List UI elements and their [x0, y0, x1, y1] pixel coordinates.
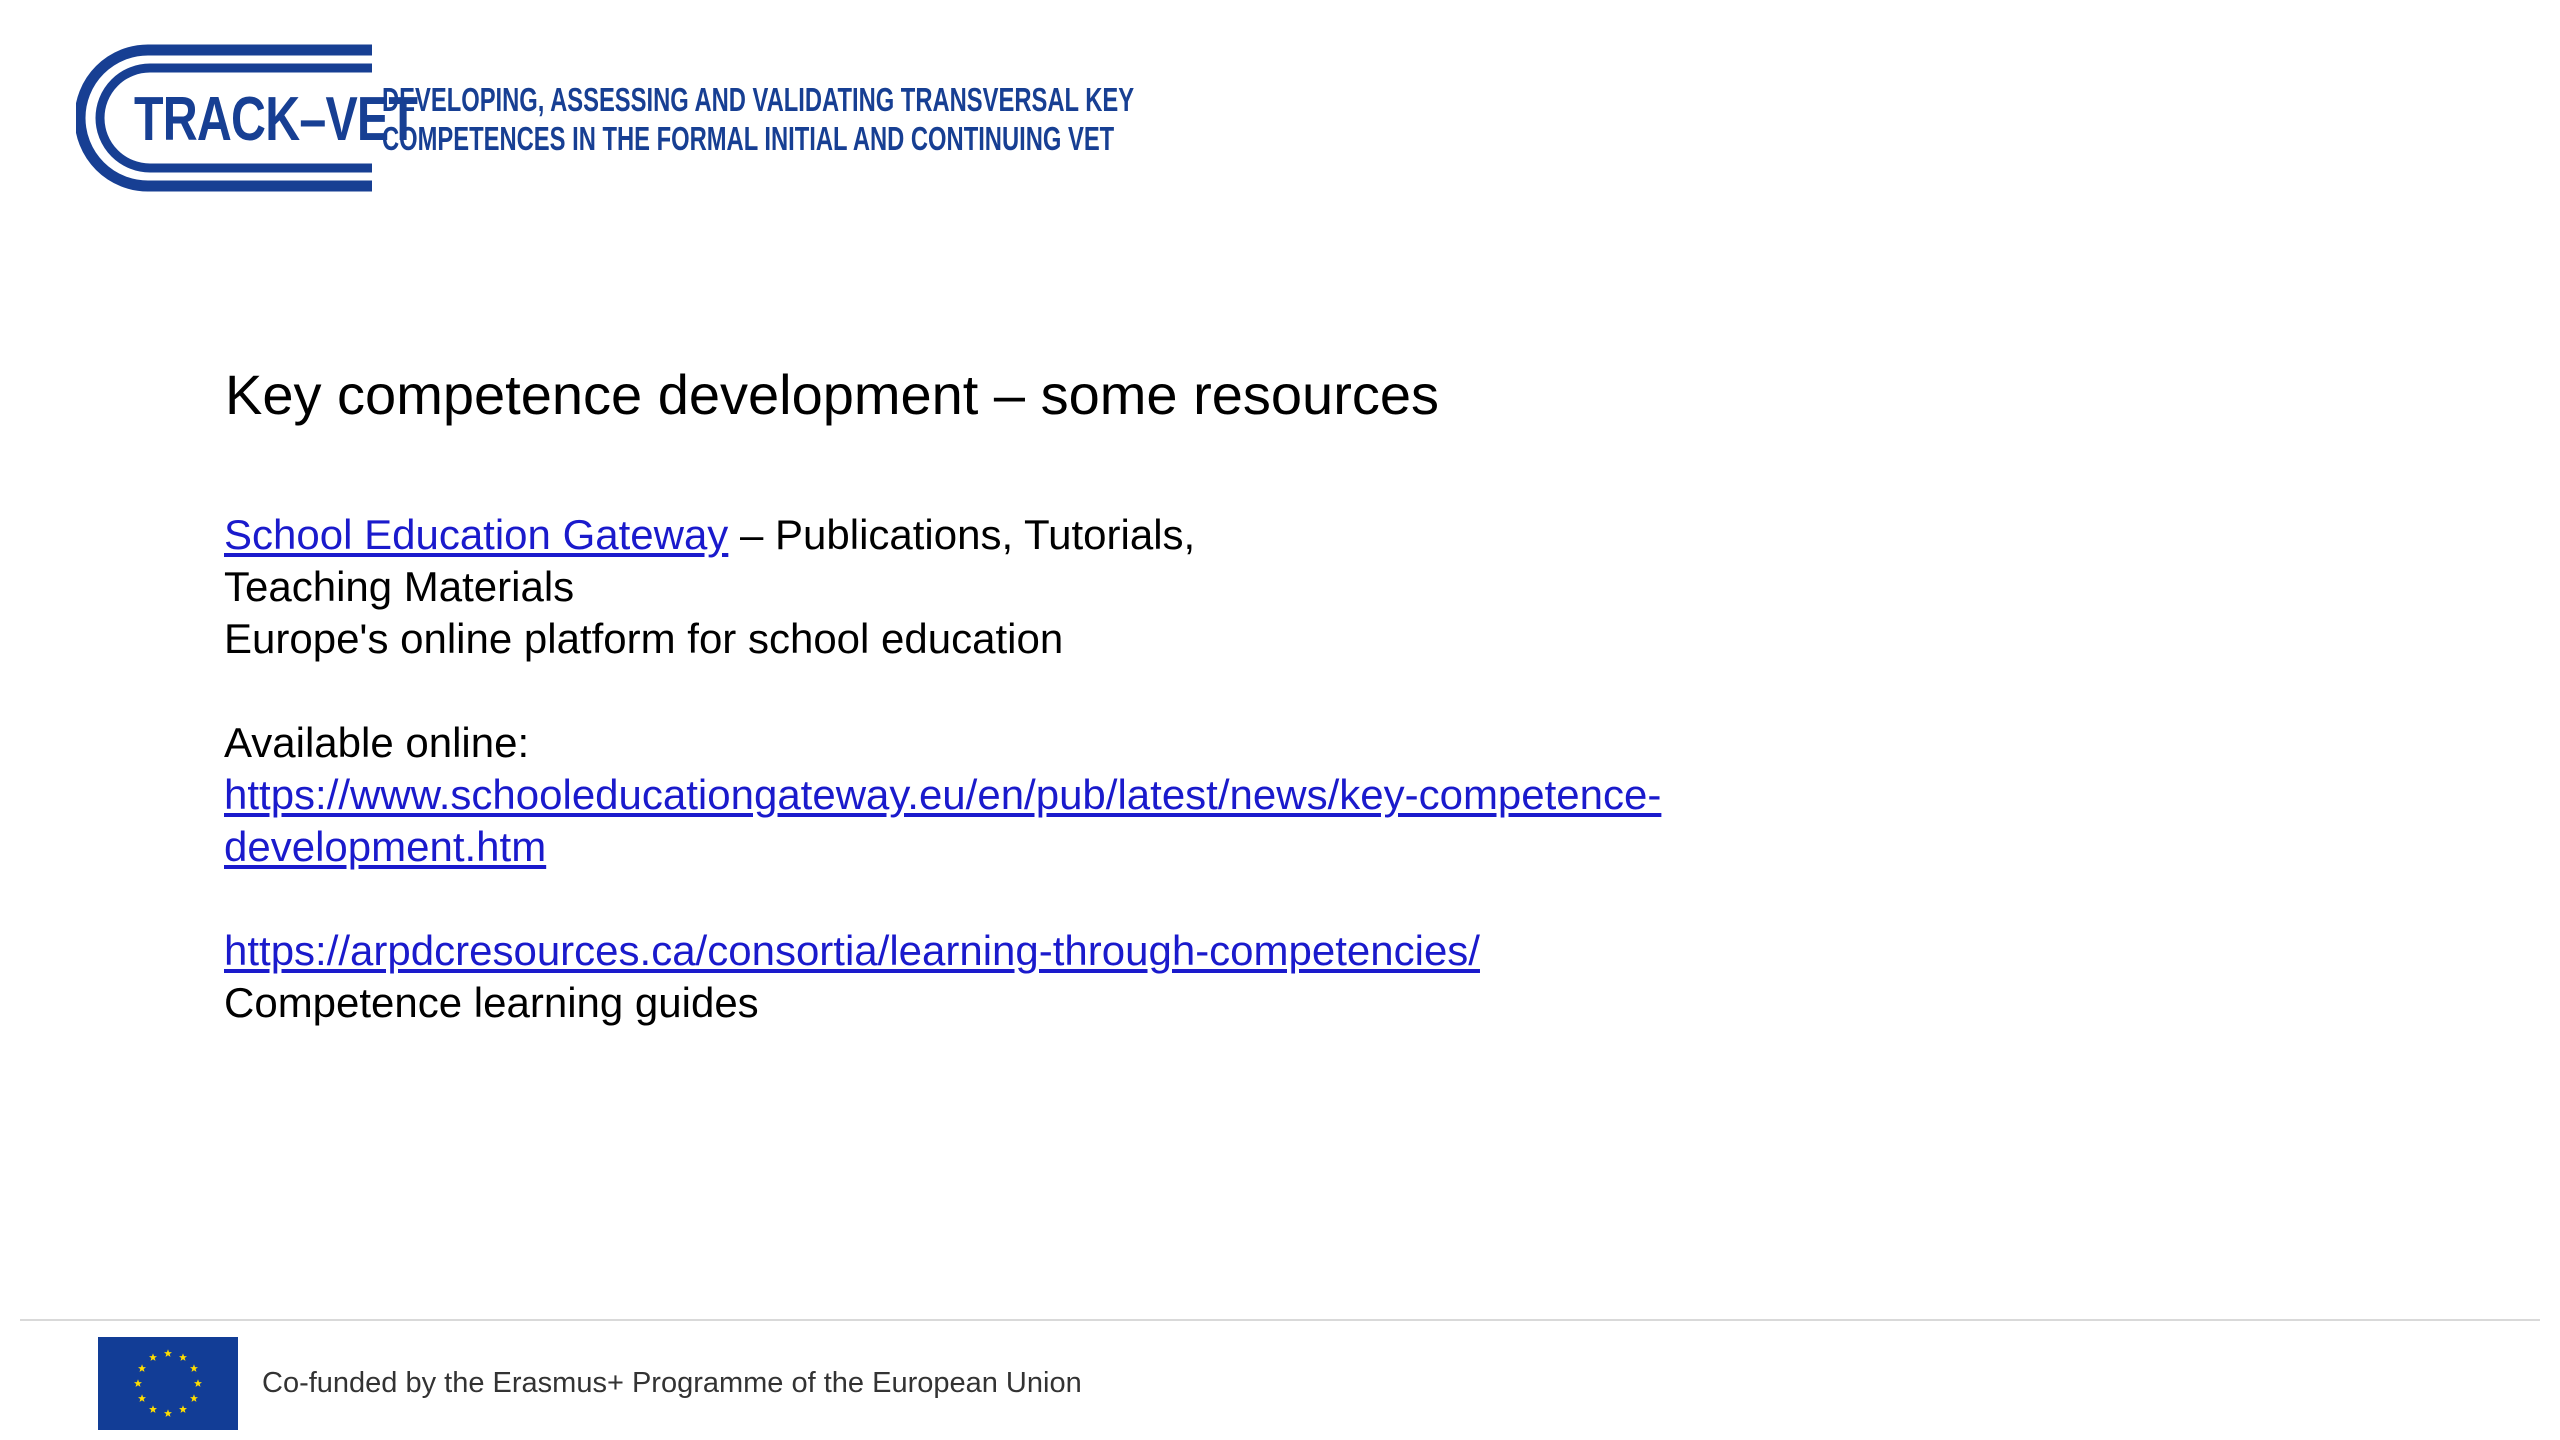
- eu-star: [138, 1394, 146, 1402]
- school-education-gateway-link[interactable]: School Education Gateway: [224, 511, 729, 558]
- resource1-line2: Teaching Materials: [224, 563, 575, 610]
- resource1-heading-line: [224, 509, 1974, 561]
- eu-star: [149, 1405, 157, 1413]
- resource2-url-line: [224, 925, 1974, 977]
- eu-star: [149, 1353, 157, 1361]
- eu-star: [138, 1364, 146, 1372]
- eu-star: [190, 1394, 198, 1402]
- school-gateway-url-link-continued[interactable]: development.htm: [224, 823, 547, 870]
- track-vet-logo: [76, 44, 1135, 194]
- resource1-description: Europe's online platform for school education: [224, 615, 1064, 662]
- resource1-url-line2: [224, 821, 1974, 873]
- eu-stars: [98, 1337, 238, 1430]
- footer-divider: [20, 1319, 2540, 1321]
- logo-tagline-line1: DEVELOPING, ASSESSING AND VALIDATING TRANSVERSAL KEY: [382, 81, 1135, 118]
- eu-star: [190, 1364, 198, 1372]
- available-online-label: Available online:: [224, 719, 530, 766]
- logo-wordmark: TRACK–VET: [134, 85, 418, 154]
- resource2-description: Competence learning guides: [224, 979, 759, 1026]
- eu-star: [194, 1379, 202, 1387]
- eu-star: [164, 1349, 172, 1357]
- school-gateway-url-link[interactable]: https://www.schooleducationgateway.eu/en/pub/latest/news/key-competence-: [224, 771, 1662, 818]
- slide-title: Key competence development – some resources: [225, 363, 1439, 426]
- erasmus-cofunded-text: Co-funded by the Erasmus+ Programme of the European Union: [262, 1367, 1082, 1399]
- logo-tagline-line2: COMPETENCES IN THE FORMAL INITIAL AND CONTINUING VET: [382, 120, 1115, 157]
- arpdc-resources-link[interactable]: https://arpdcresources.ca/consortia/learning-through-competencies/: [224, 927, 1480, 974]
- slide-content: [224, 509, 1974, 1029]
- eu-star: [179, 1405, 187, 1413]
- logo-tagline: [382, 80, 1135, 158]
- eu-star: [134, 1379, 142, 1387]
- spacer: [224, 665, 1974, 717]
- eu-flag-icon: [98, 1337, 238, 1430]
- resource1-url-line1: [224, 769, 1974, 821]
- resource1-categories: – Publications, Tutorials,: [728, 511, 1196, 558]
- spacer: [224, 873, 1974, 925]
- eu-star: [164, 1409, 172, 1417]
- eu-star: [179, 1353, 187, 1361]
